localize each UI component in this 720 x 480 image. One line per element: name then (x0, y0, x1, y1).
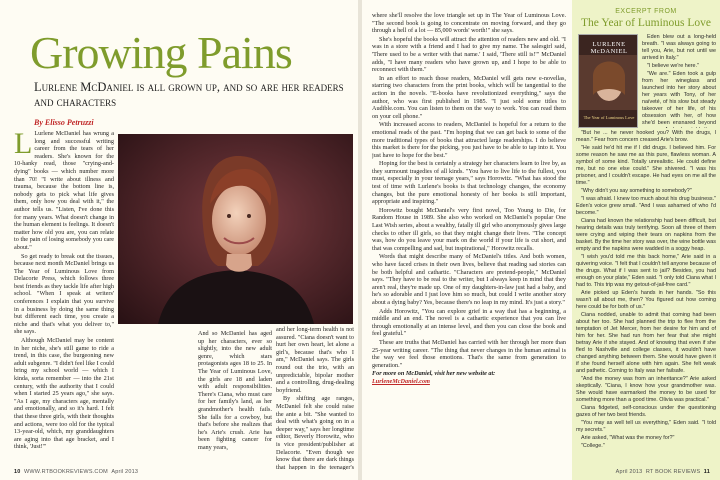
paragraph: where she'll resolve the love triangle set up in The Year of Luminous Love. "The second book is going to concentrate on moving forward, and they go through a hell of a lot — 85,000 words' worth!" she says. (372, 12, 566, 35)
paragraph: "I wish you'd told me this back home," Arie said in a quivering voice. "I felt that I couldn't tell anyone because of the drugs. What if I was sent to jail? Besides, you had enough on your plate," Eden said. "I only told Ciana what I had to. This trip was my getout-of-jail-free card." (576, 254, 716, 288)
folio-date: April 2013 (615, 469, 643, 475)
folio-website: WWW.RTBOOKREVIEWS.COM (24, 469, 108, 475)
paragraph: and her long-term health is not assured. "Ciana doesn't want to hurt her own heart, let alone a girl's, because that's who I am," McDaniel says. The girls round out the trio, with an unpredictable, bipolar mother and a controlling, drug-dealing boyfriend. (276, 326, 354, 394)
right-page (362, 0, 720, 480)
paragraph: Ciana nodded, unable to admit that coming had been about her too. She had planned the trip to flee from the temptation of Jet Mercer, from her desire for him and of him for her. She had run from her fear that she might betray Arie if she stayed. And of knowing that even if she fled to Nashville and college classes, it wouldn't have changed anything between them. She would have given it if she found herself alone with him again. She felt weak and pathetic. Coming to Italy was her failsafe. (576, 312, 716, 374)
paragraph: L Lurlene McDaniel has wrung a long and successful writing career from the tears of her readers. She's known for the 10-hanky read, those "crying-and-dying" books — which number more than 70! "I write about illness and trauma, because the bottom line is, nobody gets to pick what life gives them, only how you deal with it," the author tells us. "Listen, I've done this for many years. What doesn't change in the human element is feelings. It doesn't matter how old you are, you can relate to the pain of losing somebody you care about." (14, 130, 114, 251)
drop-cap: L (14, 130, 33, 160)
paragraph: "Why didn't you say something to somebody?" (581, 188, 692, 194)
paragraph: Horowitz bought McDaniel's very first novel, Too Young to Die, for Random House in 1989. She also who worked on McDaniel's popular One Last Wish series, about a wealthy, fatally ill girl who anonymously gives large checks to other ill girls, so that they might change their lives. "The concept was, how do you leave your mark on the world if your life is cut short, and that was compelling and sad, but inspirational," Horowitz recalls. (372, 206, 566, 252)
paragraph: And so McDaniel has aged up her characters, ever so slightly, into the new adult genre, which stars protagonists ages 18 to 25. In The Year of Luminous Love, the girls are 18 and laden with adult responsibilities. There's Ciana, who must care for her family's land, as her grandmother's health fails. She falls for a cowboy, but that's before she realizes that he's Arie's crush. Arie has been fighting cancer for many years, (198, 330, 272, 451)
paragraph: "You may as well tell us everything," Eden said. "I told my secrets." (576, 420, 716, 433)
paragraph: Hoping for the best is certainly a strategy her characters learn to live by, as they surmount tragedies of all kinds. "You have to live life to the fullest, you must, especially in your teenage years," says Horowitz. "What has stood the test of time with Lurlene's books is that technology changes, the economy changes, but the pure emotional honesty of her books is still important, appropriate and inspiring." (372, 160, 566, 206)
folio-date: April 2013 (111, 469, 139, 475)
author-website-link[interactable]: LurleneMcDaniel.com (372, 377, 430, 385)
paragraph: So get ready to break out the tissues, because next month McDaniel brings us The Year of Luminous Love from Delacorte Press, which follows three best friends as they tackle life after high school. "When I speak at writers' conferences I explain that you survive in a business by doing the same thing but different each time, you create a niche and that's what you deliver to," she says. (14, 252, 114, 336)
paragraph: Arie picked up Eden's hands in her hands. "So this wasn't all about me, then? You figured out how coming here could be for both of us." (576, 290, 716, 310)
paragraph: Words that might describe many of McDaniel's titles. And both women, who have faced crises in their own lives, believe that reading sad stories can be both helpful and cathartic. "Characters are pretend-people," McDaniel says. "They have to be real to the writer, but I always keep in mind that they aren't real, they're made up. One of my daughters-in-law just had a baby, and he's so adorable and I just love him so much, but could I write another story about a dying baby? Yes, because there's no leap in my mind. It's just a story." (372, 253, 566, 306)
excerpt-title: The Year of Luminous Love (581, 17, 711, 29)
right-column-1 (372, 12, 566, 472)
left-column-3 (276, 326, 354, 470)
page-number: 10 (14, 469, 21, 475)
paragraph: "But he ... he never hooked you? With the drugs, I mean." Fear from concern creased Arie's brow. (576, 130, 716, 143)
book-author: LURLENE McDANIEL (590, 41, 628, 55)
page-number: 11 (703, 469, 710, 475)
paragraph: Ciana had known the relationship had been difficult, but hearing details was truly terrifying. Soon all three of them were crying and wiping their tears on napkins from the basket. By the time her story was over, the wine bottle was empty and the napkins were wadded in a soggy heap. (576, 218, 716, 252)
article-title: Growing Pains (30, 27, 292, 78)
left-column-2 (198, 330, 272, 470)
paragraph: In an effort to reach those readers, McDaniel will gets new e-novellas, starring two characters from the print books, which will be tangential to the action in the novels. "E-books have revolutionized everything," says the author, who was first published in 1985. "I just sold some titles to Audible.com. You can listen to them on the way to work. You can read them on your cell phone." (372, 74, 566, 120)
paragraph: "And the money was from an inheritance?" Arie asked skeptically. "Ciana, I know how your grandmother was. She would have earmarked the money to be used for something more than a good time. Olivia was practical." (576, 376, 716, 403)
paragraph: Adds Horowitz, "You can explore grief in a way that has a beginning, a middle and an end. The novel is a cathartic experience that you can live through emotionally at an intense level, and then you can close the book and feel grateful." (372, 307, 566, 338)
paragraph: Eden blew out a long-held breath. "I was always going to tell you, Arie, but not until we arrived in Italy." (642, 34, 716, 61)
author-photo (118, 134, 353, 324)
website-prompt: For more on McDaniel, visit her new website at: (372, 370, 496, 378)
paragraph: "He said he'd hit me if I did drugs. I believed him. For some reason he saw me as this pure, flawless woman. A symbol of some kind. Totally unrealistic. He could define me, but no one else could." She shivered. "I was his prisoner, and I couldn't escape. He had eyes on me all the time." (576, 145, 716, 186)
paragraph (372, 370, 566, 385)
excerpt-column (576, 130, 716, 470)
paragraph: "We are." Eden took a gulp from her wineglass and launched into her story about her years with Tony, of her naïveté, of his slow but steady takeover of her life, of his obsession with her, of how she'd been ensnared beyond (642, 71, 716, 126)
right-folio (616, 469, 710, 475)
left-column-1 (14, 130, 114, 470)
excerpt-column-top (642, 34, 716, 128)
left-page (0, 0, 358, 480)
folio-magazine: RT BOOK REVIEWS (645, 469, 701, 475)
paragraph: Although McDaniel may be content in her niche, she's still game to ride a trend, in this case, the burgeoning new adult subgenre. "I didn't feel like I could bring my school world — which I kinda, sorta remember — into the 21st century, with the authority that I could when I started 25 years ago," she says. "As I age, my characters age, mentally and emotionally, and so it's hard. I felt that these three girls, with their thoughts and actions, were too old for the typical 13-year-old, which, my granddaughters are aging into that age bracket, and I think, 'Just!'" (14, 337, 114, 451)
left-folio (14, 469, 138, 475)
excerpt-label: EXCERPT FROM (615, 8, 677, 15)
article-subtitle: Lurlene McDaniel is all grown up, and so are her readers and characters (34, 80, 344, 109)
book-title: The Year of Luminous Love (583, 115, 635, 120)
book-cover (578, 34, 638, 128)
paragraph: By shifting age ranges, McDaniel felt she could raise the ante a bit. "She wanted to deal with what's going on in a deeper way," says her longtime editor, Beverly Horowitz, who is vice president/publisher at Delacorte. "Even though we know that there are dark things that happen in the teenager's (276, 395, 354, 470)
paragraph: Arie asked, "What was the money for?" (581, 435, 675, 441)
paragraph: Ciana fidgeted, self-conscious under the questioning gazes of her two best friends. (576, 405, 716, 418)
paragraph: These are truths that McDaniel has carried with her through her more than 25-year writing career. "The thing that never changes in the human animal is the way we feel those emotions. That's the same from generation to generation." (372, 338, 566, 369)
byline: By Elisso Petruzzi (34, 118, 94, 127)
paragraph: She's hopeful the books will attract the attention of readers new and old. "I was in a store with a friend and I had to give my name. The salesgirl said, 'There used to be a writer with that name.' I said, 'There still is!'" McDaniel adds, "I have many readers who have grown up, and I hope to be able to reconnect with them." (372, 35, 566, 74)
paragraph: "College." (581, 443, 605, 449)
paragraph: "I was afraid. I knew too much about his drug business." Eden's voice grew small. "And I was ashamed of who I'd become." (576, 196, 716, 216)
paragraph: With increased access to readers, McDaniel is hopeful for a return to the emotional reads of the past. "I'm hoping that we can get back to some of the more traditional types of books that attracted large readerships. I do believe this market is there for the picking, you just have to be able to tap into it. You just have to hope for the best." (372, 121, 566, 159)
paragraph: "I believe we're here." (647, 63, 699, 69)
